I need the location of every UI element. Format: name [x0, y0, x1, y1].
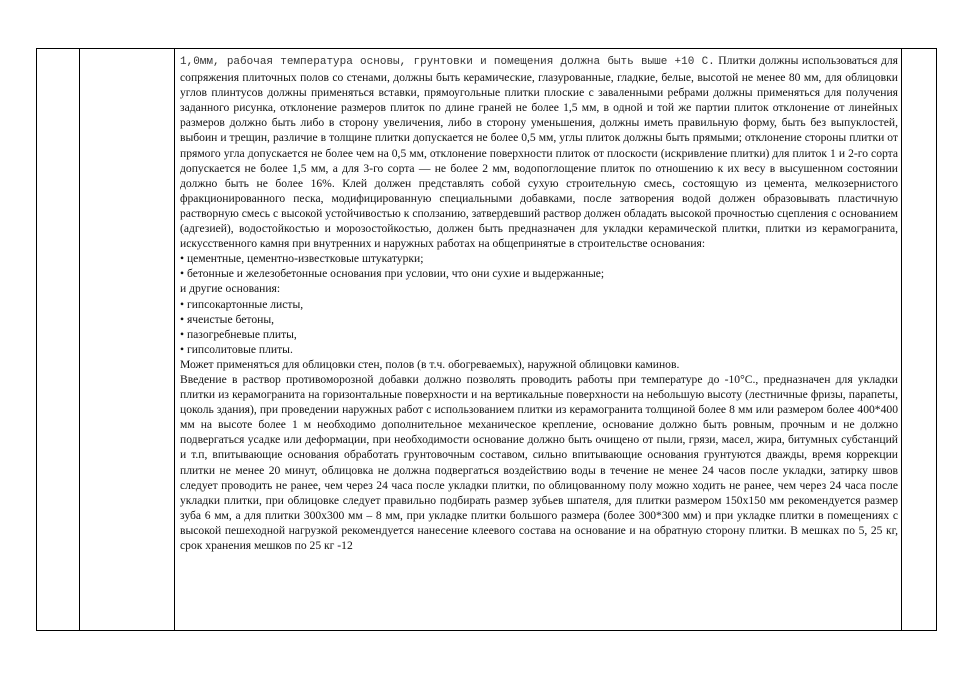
list-line: • цементные, цементно-известковые штукатурки; — [180, 252, 424, 266]
list-line: • бетонные и железобетонные основания при условии, что они сухие и выдержанные; — [180, 267, 605, 281]
lead-text: Плитки должны использоваться для сопряжения плиточных полов со стенами, должны быть керамические, глазурованные, гладкие, белые, высотой не менее 80 мм, для облицовки углов плинтусов должны применяться вставки, прямоугольные плитки плоские с заваленными ребрами должны применяться для получения заданного рисунка, отклонение размеров плиток по длине граней не более 1,5 мм, в одной и той же партии плиток отклонение от линейных размеров должно быть либо в сторону увеличения, либо в сторону уменьшения, должны иметь правильную форму, быть без выпуклостей, выбоин и трещин, различие в толщине плитки допускается не более 0,5 мм, углы плиток должны быть прямыми; отклонение стороны плитки от прямого угла допускается не более чем на 0,5 мм, отклонение поверхности плиток от плоскости (искривление плитки) для плиток 1 и 2-го сорта допускается не более 1,5 мм, а для 3-го сорта — не более 2 мм, водопоглощение плиток по отношению к их весу в высушенном состоянии должно быть не более 16%. Клей должен представлять собой сухую строительную смесь, состоящую из цемента, мелкозернистого фракционированного песка, модифицированную специальными добавками, после затворения водой должен образовывать пластичную растворную смесь с высокой устойчивостью к сползанию, затвердевший раствор должен обладать высокой прочностью сцепления с основанием (адгезией), водостойкостью и морозостойкостью, должен быть предназначен для укладки керамической плитки, плитки из керамогранита, искусственного камня при внутренних и наружных работах на общепринятые в строительстве основания: — [180, 54, 899, 251]
list-line: • гипсолитовые плиты. — [180, 342, 293, 356]
list-line: • гипсокартонные листы, — [180, 297, 304, 311]
column-divider-1 — [79, 49, 80, 630]
list-line: • ячеистые бетоны, — [180, 312, 275, 326]
specification-cell — [180, 53, 898, 553]
lead-paragraph — [180, 53, 898, 251]
column-divider-3 — [901, 49, 902, 630]
final-paragraph: Введение в раствор противоморозной добавки должно позволять проводить работы при температуре до -10°С., предназначен для укладки плитки из керамогранита на горизонтальные поверхности и на вертикальные поверхности на небольшую высоту (лестничные фризы, парапеты, цоколь здания), при проведении наружных работ с использованием плитки из керамогранита толщиной более 8 мм или размером более 400*400 мм на высоте более 1 м необходимо дополнительное механическое крепление, основание должно быть ровным, прочным и не должно подвергаться усадке или деформации, при необходимости основание должно быть очищено от пыли, грязи, масел, жира, битумных субстанций и т.п, впитывающие основания обработать грунтовочным составом, сильно впитывающие основания грунтуются дважды, время коррекции плитки не менее 20 минут, облицовка не должна подвергаться воздействию воды в течение не менее 24 часов после укладки, затирку швов следует проводить не ранее, чем через 24 часа после укладки плитки, по облицованному полу можно ходить не ранее, чем через 24 часа после укладки плитки, при облицовке следует правильно подбирать размер зубьев шпателя, для плитки размером 150х150 мм рекомендуется размер зуба 6 мм, а для плитки 300х300 мм – 8 мм, при укладке плитки большого размера (более 300*300 мм) и при укладке плитки в помещениях с высокой пешеходной нагрузкой рекомендуется нанесение клеевого состава на основание и на обратную сторону плитки. В мешках по 5, 25 кг, срок хранения мешков по 25 кг -12 — [180, 372, 898, 552]
list-line: и другие основания: — [180, 282, 281, 296]
list-line: • пазогребневые плиты, — [180, 327, 297, 341]
document-table — [36, 48, 937, 631]
lead-mono-text: 1,0мм, рабочая температура основы, грунтовки и помещения должна быть выше +10 С. — [180, 56, 715, 68]
column-divider-2 — [174, 49, 175, 630]
list-line: Может применяться для облицовки стен, полов (в т.ч. обогреваемых), наружной облицовки каминов. — [180, 357, 680, 371]
